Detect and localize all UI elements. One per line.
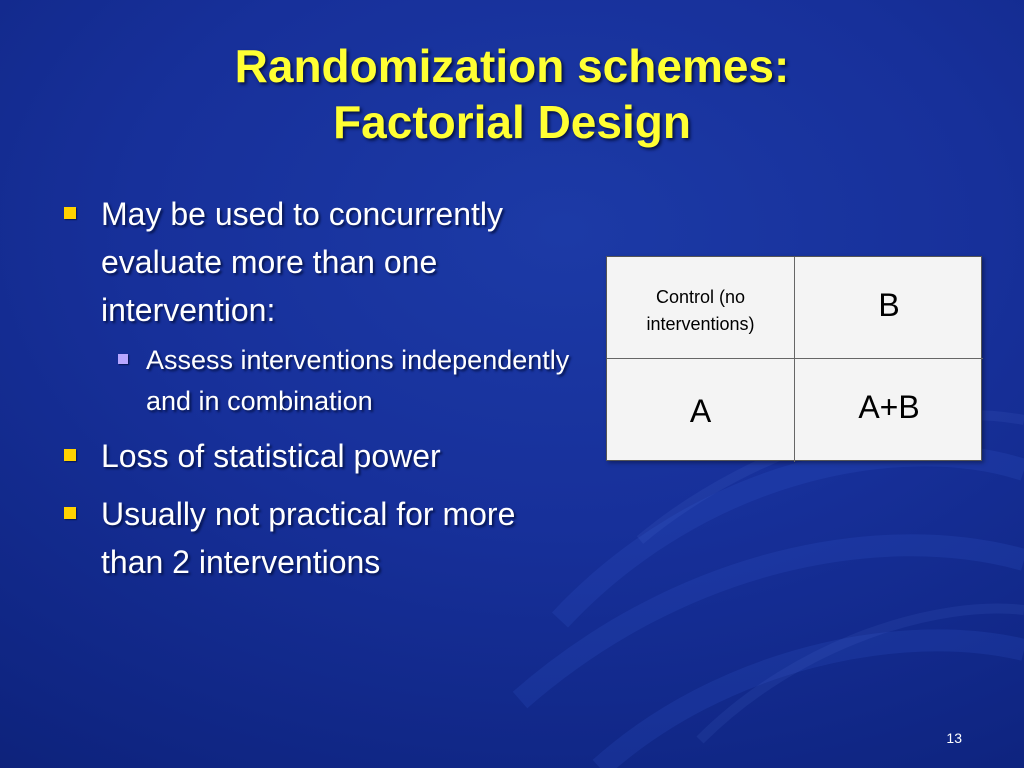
title-line-2: Factorial Design bbox=[333, 96, 691, 148]
square-bullet-icon bbox=[64, 507, 76, 519]
sub-bullet-item bbox=[60, 340, 580, 422]
square-sub-bullet-icon bbox=[118, 354, 128, 364]
bullet-item bbox=[60, 432, 580, 480]
square-bullet-icon bbox=[64, 207, 76, 219]
cell-a-plus-b: A+B bbox=[858, 389, 920, 425]
bullet-item bbox=[60, 490, 580, 586]
cell-control: Control (no interventions) bbox=[607, 257, 795, 359]
bullet-text: Usually not practical for more than 2 interventions bbox=[101, 496, 516, 580]
bullet-item bbox=[60, 190, 580, 334]
slide-title bbox=[0, 38, 1024, 150]
page-number: 13 bbox=[946, 730, 962, 746]
square-bullet-icon bbox=[64, 449, 76, 461]
sub-bullet-text: Assess interventions independently and in combination bbox=[146, 345, 570, 416]
cell-a: A bbox=[607, 359, 795, 462]
title-line-1: Randomization schemes: bbox=[234, 40, 790, 92]
cell-b: B bbox=[795, 257, 983, 359]
factorial-design-table bbox=[606, 256, 982, 461]
bullet-text: May be used to concurrently evaluate more than one intervention: bbox=[101, 196, 503, 328]
bullet-list bbox=[60, 190, 580, 596]
bullet-text: Loss of statistical power bbox=[101, 438, 441, 474]
